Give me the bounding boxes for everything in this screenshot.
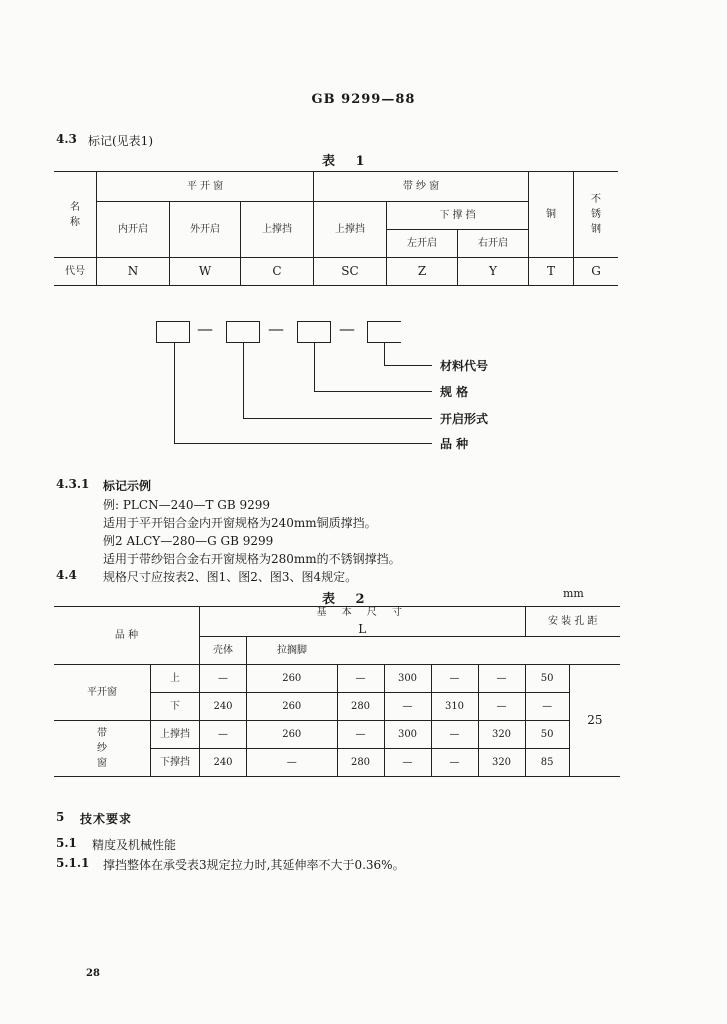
code-cell: G [574, 258, 619, 286]
cell: — [247, 749, 338, 777]
upper-stay-label: 上撑挡 [151, 721, 200, 749]
code-cell: Z [387, 258, 458, 286]
cell: — [431, 721, 478, 749]
cell: 260 [247, 721, 338, 749]
col-upper-stay: 上撑挡 [241, 202, 314, 258]
section-4-3-title: 标记(见表1) [88, 134, 153, 148]
cell: — [384, 693, 431, 721]
code-cell: W [170, 258, 241, 286]
lower-stay-label: 下撑挡 [151, 749, 200, 777]
section-5-1-title: 精度及机械性能 [92, 838, 177, 852]
col-left-open: 左开启 [387, 230, 458, 258]
cell: — [337, 665, 384, 693]
cell: — [478, 693, 525, 721]
cell: 260 [247, 693, 338, 721]
code-cell: Y [458, 258, 529, 286]
name-header: 名称 [54, 172, 97, 258]
code-cell: C [241, 258, 314, 286]
material-box [367, 321, 401, 343]
stainless-header: 不锈钢 [574, 172, 619, 258]
cell: 300 [384, 665, 431, 693]
section-4-4-number: 4.4 [56, 568, 77, 582]
code-cell: SC [314, 258, 387, 286]
section-5-1-1-text: 撑挡整体在承受表3规定拉力时,其延伸率不大于0.36%。 [103, 858, 405, 872]
cell: — [431, 749, 478, 777]
table2-caption: 表 2 [322, 592, 373, 607]
cell: 240 [200, 749, 247, 777]
unit-label: mm [563, 587, 584, 600]
cell: — [200, 665, 247, 693]
section-4-3-1-number: 4.3.1 [56, 477, 90, 491]
leader-line [174, 343, 175, 443]
example-2-desc: 适用于带纱铝合金右开窗规格为280mm的不锈钢撑挡。 [103, 552, 401, 566]
flat-window-label: 平开窗 [54, 665, 151, 721]
stop-header: 拉搁脚 [247, 637, 338, 665]
leader-line [384, 365, 432, 366]
up-label: 上 [151, 665, 200, 693]
cell: 260 [247, 665, 338, 693]
leader-line [243, 343, 244, 418]
col-inner-open: 内开启 [97, 202, 170, 258]
variety-box [156, 321, 190, 343]
page-number: 28 [86, 968, 100, 979]
cell: 310 [431, 693, 478, 721]
cell: 50 [525, 665, 569, 693]
variety-header: 品 种 [54, 607, 200, 665]
document-header: GB 9299—88 [311, 92, 416, 107]
cell: — [431, 665, 478, 693]
section-5-number: 5 [56, 810, 65, 824]
lower-stay-group: 下 撑 挡 [387, 202, 529, 230]
screen-window-group: 带 纱 窗 [314, 172, 529, 202]
section-4-3-number: 4.3 [56, 132, 77, 146]
cell: — [525, 693, 569, 721]
section-5-title: 技术要求 [80, 812, 133, 826]
table-1 [54, 171, 618, 286]
dash-symbol: — [268, 319, 284, 338]
col-screen-upper-stay: 上撑挡 [314, 202, 387, 258]
col-outer-open: 外开启 [170, 202, 241, 258]
leader-line [384, 343, 385, 365]
table1-caption: 表 1 [322, 154, 373, 169]
cell: 85 [525, 749, 569, 777]
stop-value: 25 [569, 665, 620, 777]
dash-symbol: — [339, 319, 355, 338]
leader-line [314, 343, 315, 391]
legend-spec: 规 格 [440, 385, 469, 399]
cell: 280 [337, 749, 384, 777]
legend-material-code: 材料代号 [440, 359, 489, 373]
example-2: 例2 ALCY—280—G GB 9299 [103, 534, 274, 548]
section-5-1-number: 5.1 [56, 836, 77, 850]
cell: 240 [200, 693, 247, 721]
legend-opening-type: 开启形式 [440, 412, 489, 426]
dash-symbol: — [197, 319, 213, 338]
leader-line [314, 391, 432, 392]
flat-window-group: 平 开 窗 [97, 172, 314, 202]
cell: 300 [384, 721, 431, 749]
install-hole-header: 安 装 孔 距 [525, 607, 620, 637]
cell: — [337, 721, 384, 749]
opening-box [226, 321, 260, 343]
legend-variety: 品 种 [440, 437, 469, 451]
leader-line [243, 418, 432, 419]
code-cell: N [97, 258, 170, 286]
example-1: 例: PLCN—240—T GB 9299 [103, 498, 271, 512]
cell: 50 [525, 721, 569, 749]
col-right-open: 右开启 [458, 230, 529, 258]
down-label: 下 [151, 693, 200, 721]
cell: — [200, 721, 247, 749]
code-label: 代号 [54, 258, 97, 286]
example-1-desc: 适用于平开铝合金内开窗规格为240mm铜质撑挡。 [103, 516, 377, 530]
cell: 280 [337, 693, 384, 721]
cell: 320 [478, 749, 525, 777]
screen-window-label: 带纱窗 [54, 721, 151, 777]
code-cell: T [529, 258, 574, 286]
cell: — [384, 749, 431, 777]
leader-line [174, 443, 432, 444]
spec-box [297, 321, 331, 343]
section-4-4-text: 规格尺寸应按表2、图1、图2、图3、图4规定。 [103, 570, 358, 584]
cell: — [478, 665, 525, 693]
basic-size-header: 基 本 尺 寸 L [200, 607, 526, 637]
section-4-3-1-title: 标记示例 [103, 479, 152, 493]
section-5-1-1-number: 5.1.1 [56, 856, 90, 870]
cell: 320 [478, 721, 525, 749]
shell-header: 壳体 [200, 637, 247, 665]
copper-header: 铜 [529, 172, 574, 258]
table-2 [54, 606, 620, 777]
